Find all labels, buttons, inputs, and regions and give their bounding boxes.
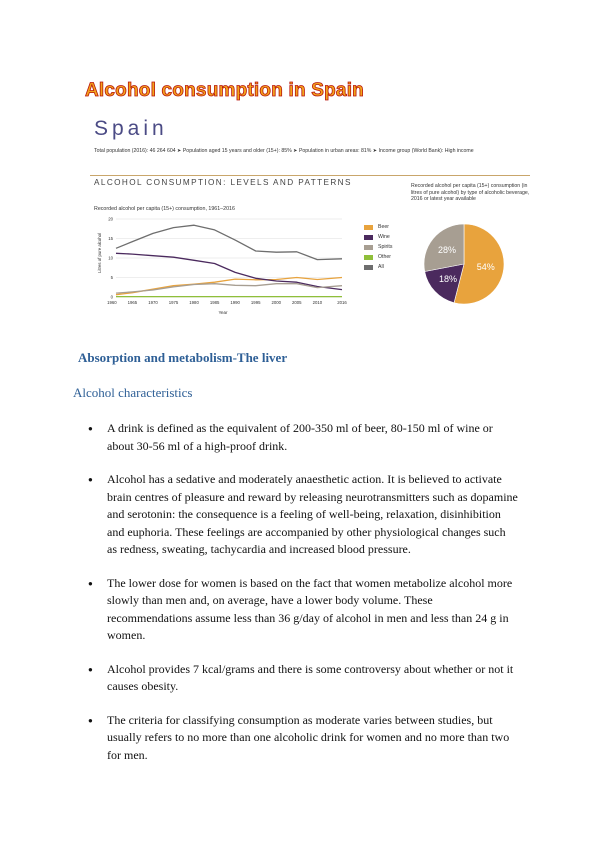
- x-tick-label: 1975: [168, 300, 179, 305]
- list-item: ● Alcohol provides 7 kcal/grams and there is some controversy about whether or not it causes obesity.: [88, 661, 518, 696]
- pie-slice-label: 18%: [438, 274, 458, 285]
- x-tick-label: 2000: [271, 300, 282, 305]
- legend-item-wine: [364, 232, 392, 242]
- legend-label: Wine: [378, 234, 390, 240]
- bullet-list: [88, 420, 518, 780]
- x-tick-label: 2005: [292, 300, 302, 305]
- line-chart: [90, 211, 360, 316]
- legend-item-spirits: [364, 242, 392, 252]
- x-tick-label: 2010: [312, 300, 323, 305]
- page-title: Alcohol consumption in Spain: [85, 80, 364, 101]
- country-name: Spain: [94, 117, 168, 140]
- x-tick-label: 1970: [148, 300, 158, 305]
- beer-swatch: [364, 225, 373, 230]
- y-tick-label: 5: [110, 275, 113, 280]
- all-swatch: [364, 265, 373, 270]
- pie-slice-label: 54%: [476, 261, 495, 272]
- other-swatch: [364, 255, 373, 260]
- x-tick-label: 1960: [107, 300, 117, 305]
- x-tick-label: 2016: [337, 300, 347, 305]
- list-item: ● Alcohol has a sedative and moderately anaesthetic action. It is believed to activate brain centres of pleasure and reward by releasing neurotransmitters such as dopamine and serotonin: the consequence is a feeling of well-being, relaxation, disinhibition and euphoria. These feelings are accompanied by other physiological changes such as redness, sweating, tachycardia and increased blood pressure.: [88, 471, 518, 559]
- y-tick-label: 15: [108, 236, 113, 241]
- x-tick-label: 1965: [127, 300, 138, 305]
- x-tick-label: 1990: [230, 300, 240, 305]
- spirits-swatch: [364, 245, 373, 250]
- x-tick-label: 1980: [189, 300, 199, 305]
- pie-chart: [422, 222, 506, 306]
- x-axis-label: Year: [218, 310, 228, 315]
- section-heading-liver: Absorption and metabolism-The liver: [78, 350, 288, 365]
- chart-legend: [364, 222, 392, 272]
- pie-chart-caption: Recorded alcohol per capita (15+) consumption (in litres of pure alcohol) by type of alcoholic beverage, 2016 or latest year available: [411, 183, 530, 203]
- y-tick-label: 0: [110, 294, 113, 300]
- legend-item-other: [364, 252, 392, 262]
- y-tick-label: 10: [108, 255, 113, 261]
- list-item: ● A drink is defined as the equivalent of 200-350 ml of beer, 80-150 ml of wine or about 30-56 ml of a high-proof drink.: [88, 420, 518, 455]
- x-tick-label: 1995: [250, 300, 261, 305]
- section-heading: ALCOHOL CONSUMPTION: LEVELS AND PATTERNS: [94, 178, 352, 187]
- pie-slice-label: 28%: [437, 245, 457, 255]
- list-item: ● The criteria for classifying consumption as moderate varies between studies, but usually refers to no more than one alcoholic drink for women and no more than two for men.: [88, 712, 518, 765]
- legend-label: Beer: [378, 224, 389, 230]
- series-line-wine: [116, 253, 342, 289]
- legend-item-beer: [364, 222, 392, 232]
- population-info-line: Total population (2016): 46 264 604 ➤ Population aged 15 years and older (15+): 85% ➤ Population in urban areas: 81% ➤ Income group (World Bank): High income: [94, 148, 474, 154]
- legend-label: Other: [378, 254, 391, 260]
- legend-label: All: [378, 264, 384, 270]
- y-tick-label: 20: [108, 216, 113, 222]
- y-axis-label: Litres of pure alcohol: [97, 233, 102, 273]
- line-chart-title: Recorded alcohol per capita (15+) consumption, 1961–2016: [94, 206, 235, 212]
- list-item: ● The lower dose for women is based on the fact that women metabolize alcohol more slowly than men and, on average, have a lower body volume. These recommendations assume less than 36 g/day of alcohol in men and less than 24 g in women.: [88, 575, 518, 645]
- subsection-heading: Alcohol characteristics: [73, 385, 193, 400]
- legend-item-all: [364, 262, 392, 272]
- legend-label: Spirits: [378, 244, 393, 250]
- who-profile-figure: [90, 117, 530, 317]
- x-tick-label: 1985: [209, 300, 220, 305]
- wine-swatch: [364, 235, 373, 240]
- series-line-all: [116, 225, 342, 259]
- section-divider: [90, 175, 530, 176]
